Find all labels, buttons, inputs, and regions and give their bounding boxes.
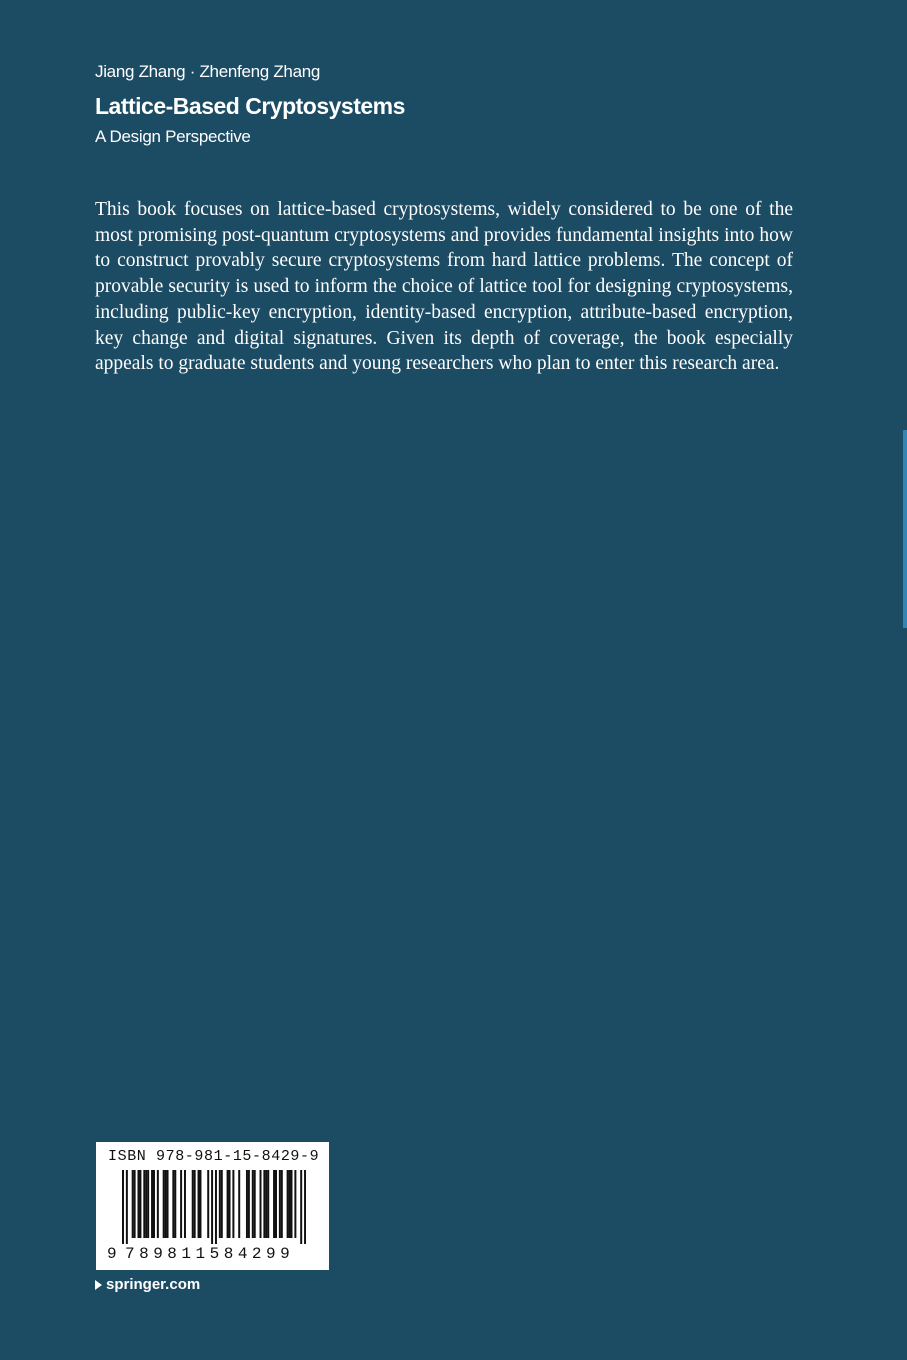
barcode-bar	[267, 1170, 269, 1238]
barcode-bar	[157, 1170, 159, 1238]
barcode-bar	[294, 1170, 296, 1238]
barcode-bar	[227, 1170, 229, 1238]
barcode-bar	[273, 1170, 275, 1238]
barcode-bar	[163, 1170, 165, 1238]
barcode-bar	[219, 1170, 221, 1238]
barcode-bar	[151, 1170, 153, 1238]
barcode-digits: 789811584299	[125, 1245, 295, 1263]
barcode-bar	[265, 1170, 267, 1238]
isbn-barcode	[96, 1142, 329, 1270]
barcode-bar	[232, 1170, 234, 1238]
barcode-bar	[174, 1170, 176, 1238]
barcode-bar	[165, 1170, 167, 1238]
barcode-bar	[122, 1170, 124, 1244]
barcode-first-digit: 9	[107, 1245, 117, 1263]
barcode-bar	[134, 1170, 136, 1238]
barcode-bar	[198, 1170, 200, 1238]
barcode-bar	[291, 1170, 293, 1238]
barcode-bar	[229, 1170, 231, 1238]
barcode-bar	[279, 1170, 281, 1238]
barcode-bar	[215, 1170, 217, 1244]
barcode-bar	[304, 1170, 306, 1244]
barcode-bar	[252, 1170, 254, 1238]
barcode-bar	[254, 1170, 256, 1238]
publisher-link[interactable]	[95, 1276, 200, 1293]
barcode-bar	[263, 1170, 265, 1238]
barcode-bar	[132, 1170, 134, 1238]
barcode-bar	[199, 1170, 201, 1238]
barcode-bar	[211, 1170, 213, 1244]
barcode-bar	[180, 1170, 182, 1238]
book-title: Lattice-Based Cryptosystems	[95, 93, 405, 119]
barcode-bar	[289, 1170, 291, 1238]
book-authors: Jiang Zhang · Zhenfeng Zhang	[95, 62, 321, 81]
barcode-bar	[147, 1170, 149, 1238]
book-subtitle: A Design Perspective	[95, 127, 251, 146]
barcode-bar	[153, 1170, 155, 1238]
barcode-bar	[143, 1170, 145, 1238]
barcode-bar	[126, 1170, 128, 1244]
barcode-bar	[281, 1170, 283, 1238]
barcode-bar	[184, 1170, 186, 1238]
barcode-bar	[238, 1170, 240, 1238]
barcode-bar	[287, 1170, 289, 1238]
barcode-bar	[172, 1170, 174, 1238]
spine-accent-bar	[903, 430, 907, 628]
barcode-bar	[207, 1170, 209, 1238]
barcode-bar	[137, 1170, 139, 1238]
publisher-link-label: springer.com	[106, 1276, 201, 1293]
barcode-icon	[122, 1170, 306, 1244]
barcode-bar	[246, 1170, 248, 1238]
barcode-bar	[300, 1170, 302, 1244]
book-description: This book focuses on lattice-based cryptosystems, widely considered to be one of the most promising post-quantum cryptosystems and provides fundamental insights into how to construct provably secure cryptosystems from hard lattice problems. The concept of provable security is used to inform the choice of lattice tool for designing cryptosystems, including public-key encryption, identity-based encryption, attribute-based encryption, key change and digital signatures. Given its depth of coverage, the book especially appeals to graduate students and young researchers who plan to enter this research area.	[95, 199, 793, 375]
barcode-bar	[221, 1170, 223, 1238]
barcode-bar	[260, 1170, 262, 1238]
barcode-bar	[139, 1170, 141, 1238]
barcode-bar	[248, 1170, 250, 1238]
isbn-label: ISBN 978-981-15-8429-9	[108, 1148, 320, 1165]
arrow-right-icon	[95, 1280, 102, 1290]
barcode-bar	[145, 1170, 147, 1238]
barcode-bar	[194, 1170, 196, 1238]
barcode-bar	[275, 1170, 277, 1238]
barcode-bar	[192, 1170, 194, 1238]
barcode-bar	[167, 1170, 169, 1238]
